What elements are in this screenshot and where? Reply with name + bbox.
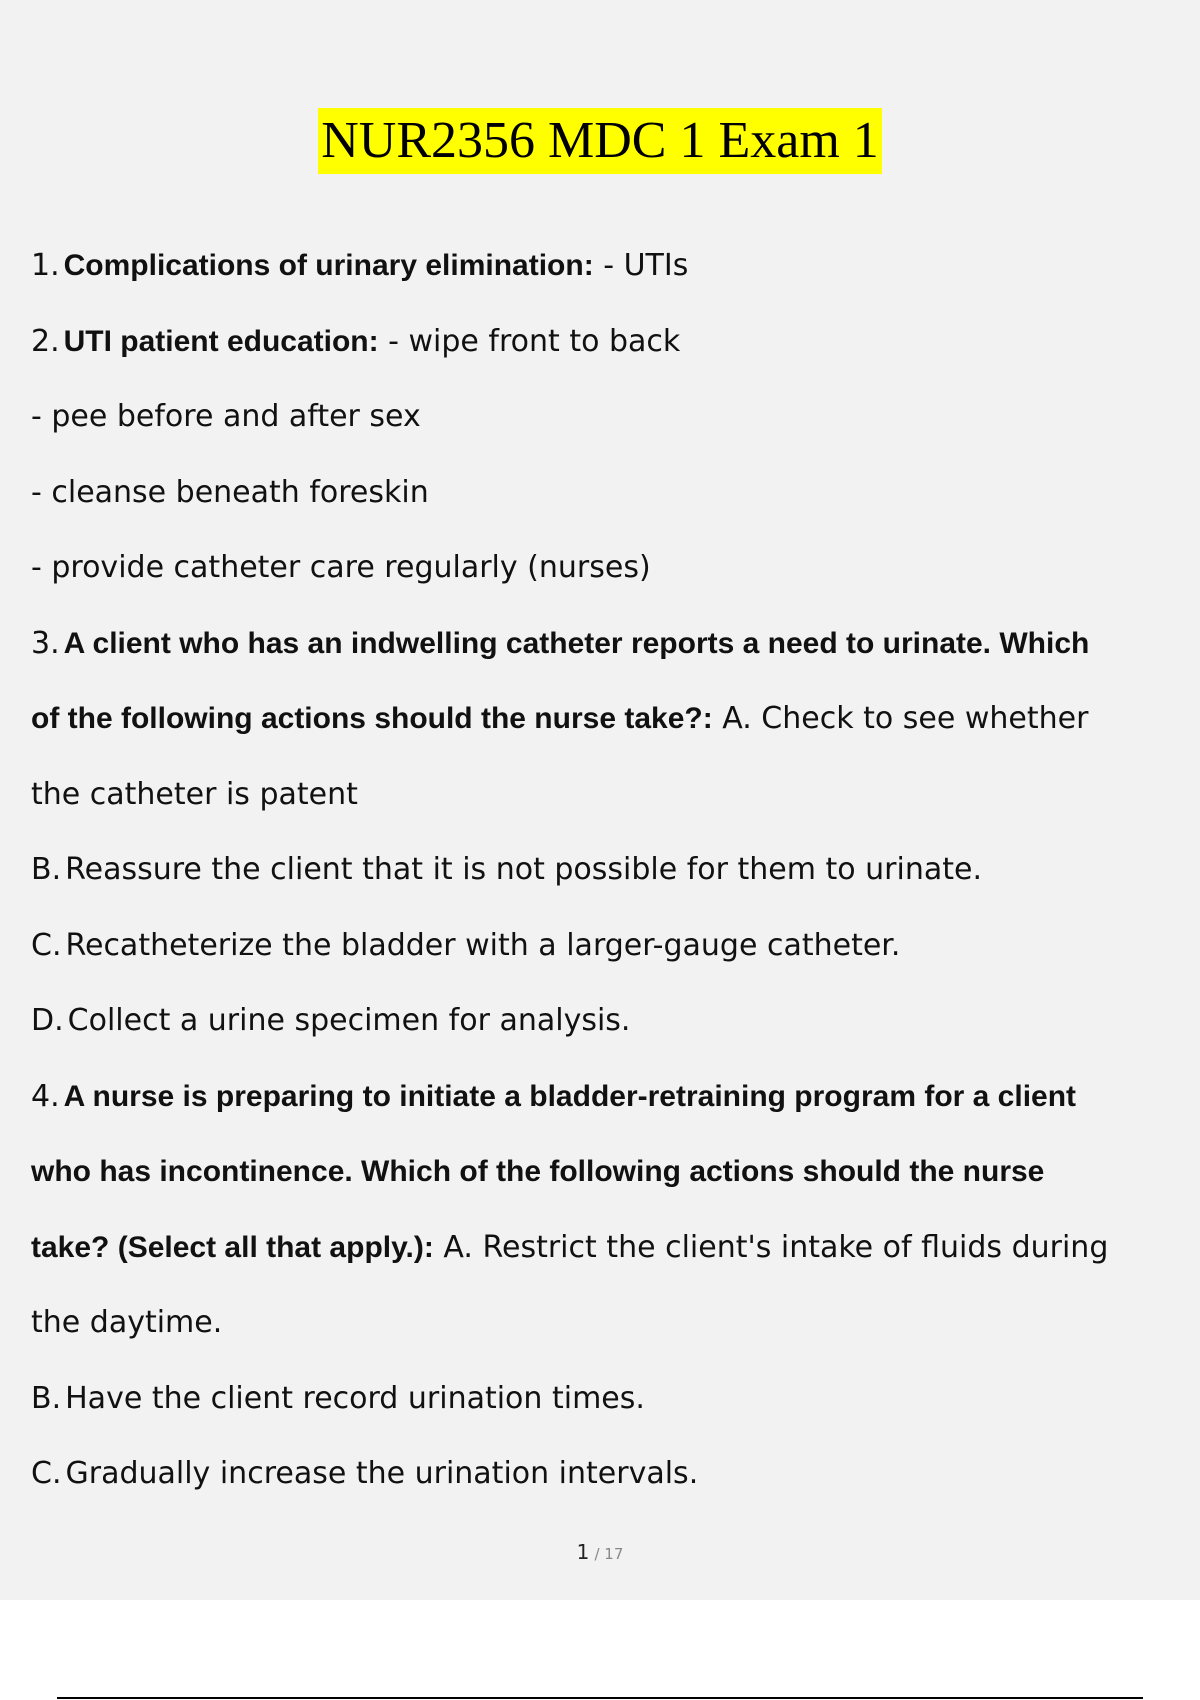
- answer-text: A. Check to see whether: [712, 701, 1089, 736]
- option-letter: C.: [31, 927, 62, 963]
- total-pages: / 17: [594, 1545, 624, 1563]
- option-letter: B.: [31, 1380, 62, 1416]
- question-text: Complications of urinary elimination:: [63, 249, 594, 282]
- question-number: 3.: [31, 625, 60, 661]
- question-number: 1.: [31, 248, 60, 283]
- option-line: [31, 1436, 1196, 1512]
- answer-line: the daytime.: [31, 1305, 223, 1340]
- document-content: [31, 228, 1196, 1512]
- option-text: Have the client record urination times.: [65, 1380, 645, 1416]
- question-3: [31, 606, 1196, 682]
- option-text: Reassure the client that it is not possible for them to urinate.: [65, 852, 982, 887]
- answer-line: the catheter is patent: [31, 776, 358, 812]
- question-number: 2.: [31, 323, 60, 359]
- current-page: 1: [576, 1540, 590, 1564]
- option-line: [31, 1361, 1196, 1437]
- question-number: 4.: [31, 1078, 60, 1114]
- title-container: [0, 108, 1200, 174]
- option-letter: D.: [31, 1003, 64, 1038]
- question-text: UTI patient education:: [63, 324, 379, 358]
- page-title: NUR2356 MDC 1 Exam 1: [318, 108, 882, 174]
- question-text: take? (Select all that apply.):: [31, 1230, 434, 1264]
- question-4-line-2: [31, 1134, 1196, 1210]
- page-divider: [57, 1697, 1143, 1699]
- question-1: [31, 228, 1196, 304]
- answer-line: - pee before and after sex: [31, 399, 421, 434]
- question-text: A nurse is preparing to initiate a bladder-retraining program for a client: [63, 1079, 1077, 1113]
- option-text: Recatheterize the bladder with a larger-gauge catheter.: [65, 927, 901, 963]
- option-letter: B.: [31, 852, 62, 887]
- question-text: A client who has an indwelling catheter reports a need to urinate. Which: [63, 626, 1090, 660]
- answer-text: - wipe front to back: [378, 323, 681, 359]
- question-2: [31, 304, 1196, 380]
- option-letter: C.: [31, 1456, 62, 1491]
- answer-line: - provide catheter care regularly (nurses): [31, 550, 651, 585]
- question-text: who has incontinence. Which of the following actions should the nurse: [31, 1155, 1045, 1188]
- answer-line: - cleanse beneath foreskin: [31, 474, 429, 510]
- page-number: [0, 1540, 1200, 1564]
- option-line: [31, 983, 1196, 1059]
- option-text: Gradually increase the urination intervals.: [65, 1456, 699, 1491]
- question-3-line-2: [31, 681, 1196, 757]
- option-text: Collect a urine specimen for analysis.: [67, 1003, 631, 1038]
- question-4-line-3: [31, 1210, 1196, 1286]
- option-line: [31, 832, 1196, 908]
- option-line: [31, 908, 1196, 984]
- question-text: of the following actions should the nurse take?:: [31, 702, 713, 735]
- question-4: [31, 1059, 1196, 1135]
- answer-text: A. Restrict the client's intake of fluids during: [433, 1229, 1109, 1265]
- answer-text: - UTIs: [593, 248, 689, 283]
